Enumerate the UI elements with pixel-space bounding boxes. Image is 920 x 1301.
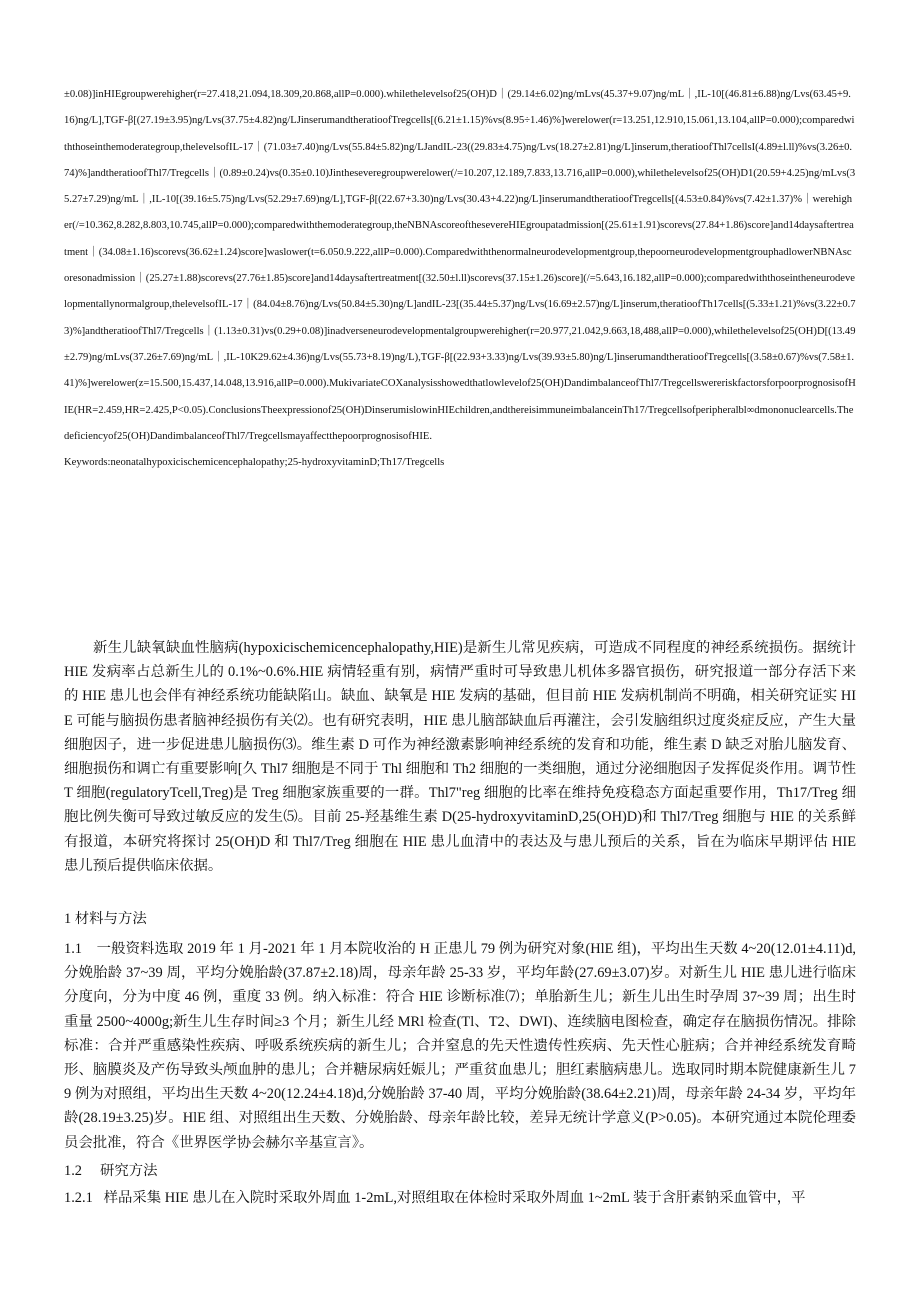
subsection-1-1 bbox=[64, 937, 856, 1155]
subsection-heading-1-2: 1.2 研究方法 bbox=[64, 1163, 158, 1179]
subsection-1-2-1-text: 样品采集 HIE 患儿在入院时采取外周血 1-2mL,对照组取在体检时采取外周血 1~2mL 装于含肝素钠采血管中，平 bbox=[103, 1190, 806, 1206]
subsection-1-1-paragraph bbox=[64, 937, 856, 1155]
abstract-keywords: Keywords:neonatalhypoxicischemicencephalopathy;25-hydroxyvitaminD;Th17/Tregcells bbox=[64, 457, 445, 469]
subsection-1-1-number: 1.1 bbox=[64, 941, 82, 957]
subsection-1-1-text: 一般资料选取 2019 年 1 月-2021 年 1 月本院收治的 H 正患儿 79 例为研究对象(HlE 组)，平均出生天数 4~20(12.01±4.11)d,分娩胎龄 37~39 周，平均分娩胎龄(37.87±2.18)周，母亲年龄 25-33 岁，平均年龄(27.69±3.07)岁。对新生儿 HIE 患儿进行临床分度向，分为中度 46 例，重度 33 例。纳入标准：符合 HIE 诊断标准⑺；单胎新生儿；新生儿出生时孕周 37~39 周；出生时重量 2500~4000g;新生儿生存时间≥3 个月；新生儿经 MRl 检查(Tl、T2、DWI)、连续脑电图检查，确定存在脑损伤情况。排除标准：合并严重感染性疾病、呼吸系统疾病的新生儿；合并窒息的先天性遗传性疾病、先天性心脏病；合并神经系统发育畸形、脑膜炎及产伤导致头颅血肿的患儿；合并糖尿病妊娠儿；严重贫血患儿；胆红素脑病患儿。选取同时期本院健康新生儿 79 例为对照组，平均出生天数 4~20(12.24±4.18)d,分娩胎龄 37-40 周，平均分娩胎龄(38.64±2.21)周，母亲年龄 24-34 岁，平均年龄(28.19±3.25)岁。HlE 组、对照组出生天数、分娩胎龄、母亲年龄比较，差异无统计学意义(P>0.05)。本研究通过本院伦理委员会批准，符合《世界医学协会赫尔辛基宣言》。 bbox=[64, 941, 857, 1151]
introduction bbox=[64, 636, 856, 878]
introduction-paragraph: 新生儿缺氧缺血性脑病(hypoxicischemicencephalopathy,HIE)是新生儿常见疾病，可造成不同程度的神经系统损伤。据统计 HIE 发病率占总新生儿的 0.1%~0.6%.HIE 病情轻重有别，病情严重时可导致患儿机体多器官损伤，研究报道一部分存活下来的 HIE 患儿也会伴有神经系统功能缺陷山。缺血、缺氧是 HIE 发病的基础，但目前 HIE 发病机制尚不明确，相关研究证实 HIE 可能与脑损伤患者脑神经损伤有关⑵。也有研究表明，HIE 患儿脑部缺血后再灌注，会引发脑组织过度炎症反应，产生大量细胞因子，进一步促进患儿脑损伤⑶。维生素 D 可作为神经激素影响神经系统的发育和功能，维生素 D 缺乏对胎儿脑发育、细胞损伤和调亡有重要影响[久 Thl7 细胞是不同于 Thl 细胞和 Th2 细胞的一类细胞，通过分泌细胞因子发挥促炎作用。调节性 T 细胞(regulatoryTcell,Treg)是 Treg 细胞家族重要的一群。Thl7"reg 细胞的比率在维持免疫稳态方面起重要作用，Th17/Treg 细胞比例失衡可导致过敏反应的发生⑸。目前 25-羟基维生素 D(25-hydroxyvitaminD,25(OH)D)和 Thl7/Treg 细胞与 HIE 的关系鲜有报道，本研究将探讨 25(OH)D 和 Thl7/Treg 细胞在 HIE 患儿血清中的表达及与患儿预后的关系，旨在为临床早期评估 HIE 患儿预后提供临床依据。 bbox=[64, 640, 856, 874]
section-heading-materials-methods: 1 材料与方法 bbox=[64, 911, 147, 927]
abstract-results-conclusions: ±0.08)]inHIEgroupwerehigher(r=27.418,21.094,18.309,20.868,allP=0.000).whilethelevelsof25(OH)D｜(29.14±6.02)ng/mLvs(45.37+9.07)ng/mL｜,IL-10[(46.81±6.88)ng/Lvs(63.45+9.16)ng/L],TGF-β[(27.19±3.95)ng/Lvs(37.75±4.82)ng/LJinserumandtheratioofTregcells[(6.21±1.15)%vs(8.95÷1.46)%]werelower(r=13.251,12.910,15.061,13.104,allP=0.000);comparedwiththoseinthemoderategroup,thelevelsofIL-17｜(71.03±7.40)ng/Lvs(55.84±5.82)ng/LJandIL-23((29.83±4.75)ng/Lvs(18.27±2.81)ng/L]inserum,theratioofThl7cellsI(4.89±l.ll)%vs(3.26±0.74)%]andtheratioofThl7/Tregcells｜(0.89±0.24)vs(0.35±0.10)Jintheseveregroupwerelower(/=10.207,12.189,7.833,13.716,allP=0.000),whilethelevelsof25(OH)D1(20.59+4.25)ng/mLvs(35.27±7.29)ng/mL｜,IL-10[(39.16±5.75)ng/Lvs(52.29±7.69)ng/L],TGF-β[(22.67+3.30)ng/Lvs(30.43+4.22)ng/L]inserumandtheratioofTregcells[(4.53±0.84)%vs(7.42±1.37)%｜werehigher(/=10.362,8.282,8.803,10.745,allP=0.000);comparedwiththemoderategroup,theNBNAscoreoftheseverеHIEgroupatadmission[(25.61±1.91)scorevs(27.84+1.86)score]and14daysaftertreatment｜(34.08±1.16)scorevs(36.62±1.24)score]waslower(t=6.050.9.222,allP=0.000).Comparedwiththenormalneurodevelopmentgroup,thepoorneurodevelopmentgrouphadlowerNBNAscoresonadmission｜(25.27±1.88)scorevs(27.76±1.85)score]and14daysaftertreatment[(32.50±l.ll)scorevs(37.15±1.26)score](/=5.643,16.182,allP=0.000);comparedwiththoseintheneurodevelopmentallynormalgroup,thelevelsofIL-17｜(84.04±8.76)ng/Lvs(50.84±5.30)ng/L]andIL-23[(35.44±5.37)ng/Lvs(16.69±2.57)ng/L]inserum,theratioofTh17cells[(5.33±1.21)%vs(3.22±0.73)%]andtheratioofThl7/Tregcells｜(1.13±0.31)vs(0.29+0.08)]inadverseneurodevelopmentalgroupwerehigher(r=20.977,21.042,9.663,18,488,allP=0.000),whilethelevelsof25(OH)D[(13.49±2.79)ng/mLvs(37.26±7.69)ng/mL｜,IL-10K29.62±4.36)ng/Lvs(55.73+8.19)ng/L),TGF-β[(22.93+3.33)ng/Lvs(39.93±5.80)ng/L]inserumandtheratioofTregcells[(3.58±0.67)%vs(7.58±1.41)%]werelower(z=15.500,15.437,14.048,13.916,allP=0.000).MukivariateCOXanalysisshowedthatlowlevelof25(OH)DandimbalanceofThl7/TregcellswereriskfactorsforpoorprognosisofHIE(HR=2.459,HR=2.425,P<0.05).ConclusionsTheexpressionof25(OH)DinserumislowinHIEchildren,andthereisimmuneimbalanceinTh17/Tregcellsofperipheralbl∞dmononuclearcells.Thedeficiencyof25(OH)DandimbalanceofThl7/TregcellsmayaffectthepoorprognosisofHIE. bbox=[64, 89, 856, 442]
english-abstract bbox=[64, 82, 856, 476]
subsection-1-2-1-paragraph bbox=[64, 1186, 856, 1210]
subsection-1-2-1 bbox=[64, 1186, 856, 1210]
subsection-1-2-1-number: 1.2.1 bbox=[64, 1190, 93, 1206]
